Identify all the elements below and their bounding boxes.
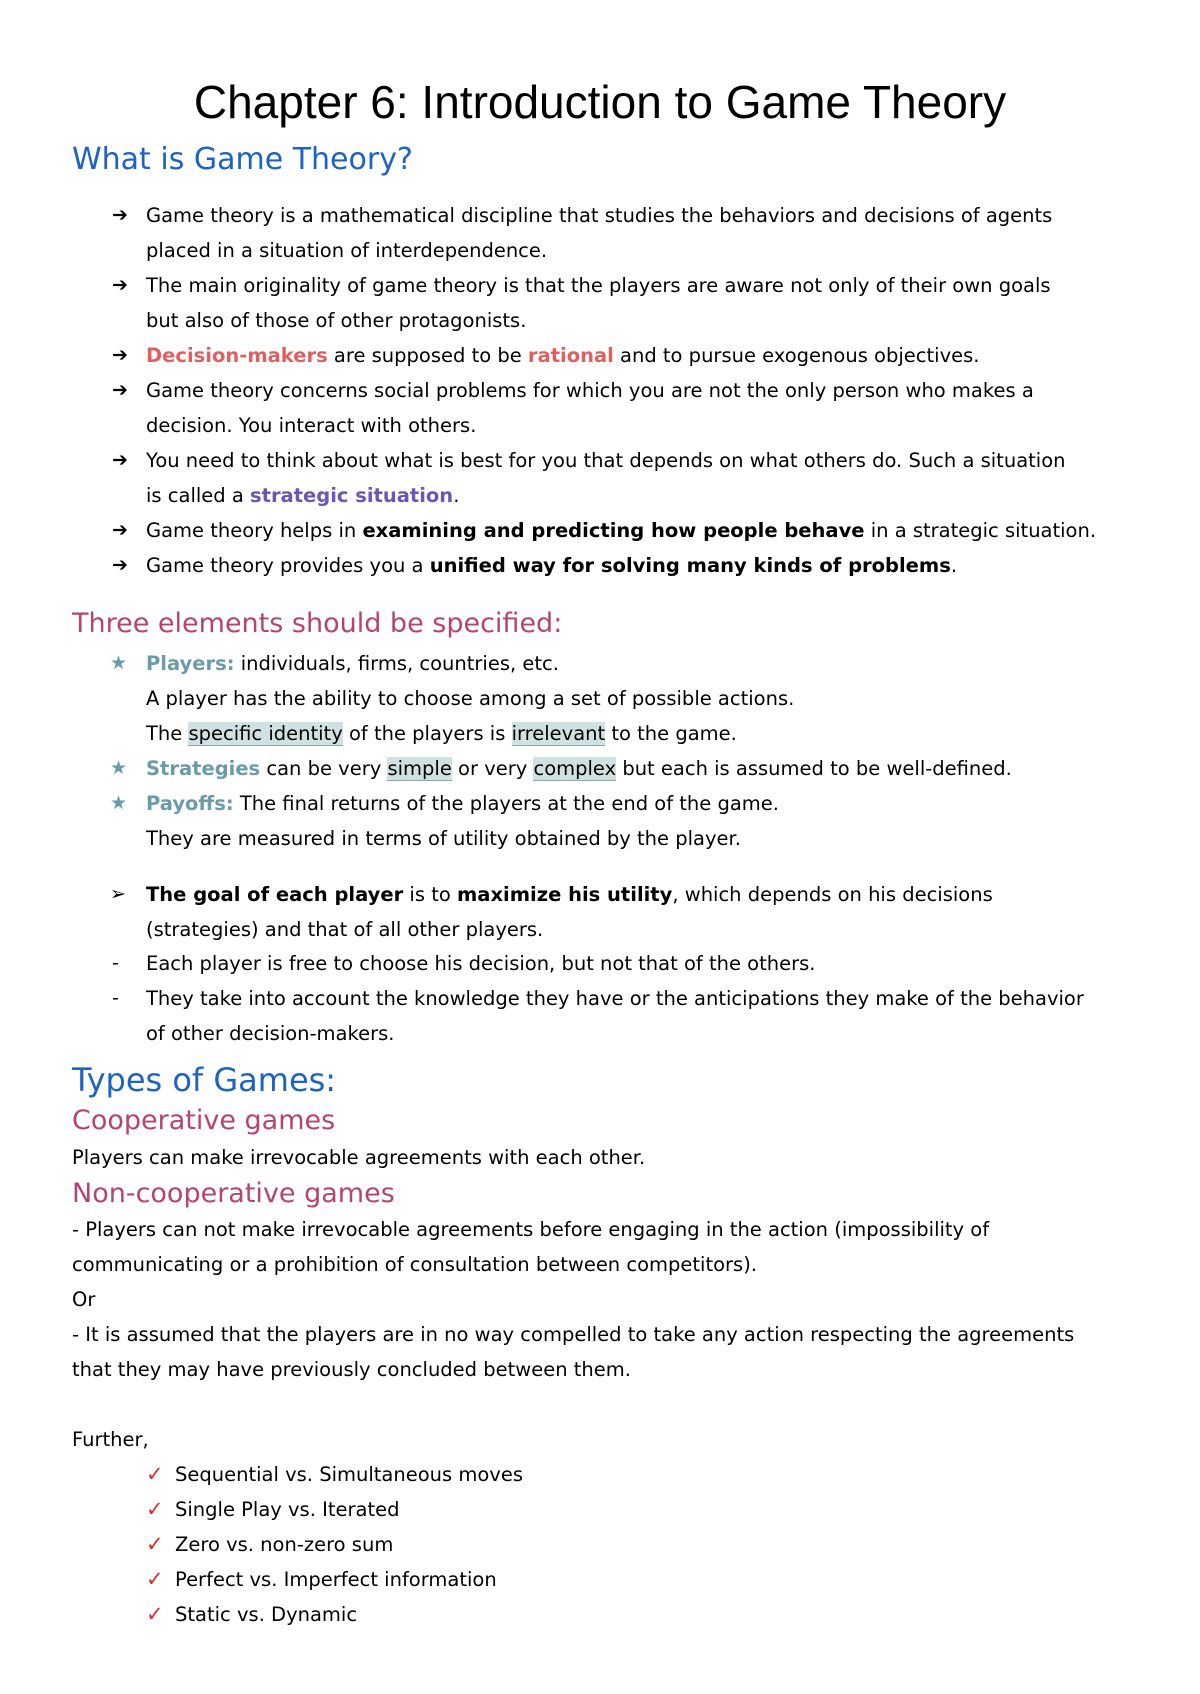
further-label: Further, <box>72 1428 149 1451</box>
strategies-line <box>146 751 1012 786</box>
arrow-bullet-icon: ➔ <box>112 274 128 296</box>
star-bullet-icon: ★ <box>110 792 128 814</box>
arrow-bullet-icon: ➔ <box>112 344 128 366</box>
what-b7 <box>146 548 957 583</box>
players-line3 <box>146 716 737 751</box>
check-item: Single Play vs. Iterated <box>175 1498 400 1521</box>
strategies-text: can be very <box>260 757 388 780</box>
heading-cooperative-games: Cooperative games <box>72 1105 336 1136</box>
highlight-simple: simple <box>387 757 452 780</box>
what-b6 <box>146 513 1096 548</box>
heading-what-is-game-theory: What is Game Theory? <box>72 142 413 177</box>
noncoop-line1: - Players can not make irrevocable agreements before engaging in the action (impossibility of <box>72 1218 990 1241</box>
players-l3-text2: of the players is <box>342 722 512 745</box>
what-b6-text-end: in a strategic situation. <box>864 519 1097 542</box>
what-b2-line2: but also of those of other protagonists. <box>146 309 527 332</box>
goal-text2: , which depends on his decisions <box>672 883 993 906</box>
check-item: Zero vs. non-zero sum <box>175 1533 394 1556</box>
what-b3 <box>146 338 979 373</box>
chevron-bullet-icon: ➢ <box>110 883 126 905</box>
goal-text: is to <box>403 883 457 906</box>
players-text: individuals, firms, countries, etc. <box>234 652 559 675</box>
dash1: Each player is free to choose his decision, but not that of the others. <box>146 952 816 975</box>
goal-bold: The goal of each player <box>146 883 404 906</box>
players-line2: A player has the ability to choose among a set of possible actions. <box>146 687 795 710</box>
payoffs-line1 <box>146 786 779 821</box>
check-item: Static vs. Dynamic <box>175 1603 358 1626</box>
players-line1 <box>146 646 559 681</box>
payoffs-label: Payoffs: <box>146 792 234 815</box>
what-b3-text: are supposed to be <box>327 344 528 367</box>
payoffs-line2: They are measured in terms of utility obtained by the player. <box>146 827 741 850</box>
what-b5-line1: You need to think about what is best for you that depends on what others do. Such a situation <box>146 449 1066 472</box>
heading-three-elements: Three elements should be specified: <box>72 608 563 639</box>
noncoop-line4: that they may have previously concluded between them. <box>72 1358 631 1381</box>
term-rational: rational <box>527 344 614 367</box>
term-decision-makers: Decision-makers <box>146 344 328 367</box>
what-b4-line2: decision. You interact with others. <box>146 414 477 437</box>
goal-line1 <box>146 877 993 912</box>
what-b6-text: Game theory helps in <box>146 519 363 542</box>
strategies-text3: but each is assumed to be well-defined. <box>616 757 1012 780</box>
goal-bold2: maximize his utility <box>456 883 673 906</box>
arrow-bullet-icon: ➔ <box>112 204 128 226</box>
what-b1-line2: placed in a situation of interdependence. <box>146 239 548 262</box>
highlight-complex: complex <box>533 757 617 780</box>
arrow-bullet-icon: ➔ <box>112 554 128 576</box>
players-label: Players: <box>146 652 235 675</box>
cooperative-text: Players can make irrevocable agreements with each other. <box>72 1146 646 1169</box>
check-icon: ✓ <box>146 1462 164 1486</box>
term-strategic-situation: strategic situation <box>250 484 454 507</box>
arrow-bullet-icon: ➔ <box>112 379 128 401</box>
strategies-label: Strategies <box>146 757 261 780</box>
goal-line2: (strategies) and that of all other players. <box>146 918 544 941</box>
check-item: Perfect vs. Imperfect information <box>175 1568 497 1591</box>
what-b3-text-end: and to pursue exogenous objectives. <box>613 344 980 367</box>
arrow-bullet-icon: ➔ <box>112 519 128 541</box>
what-b5-line2 <box>146 478 459 513</box>
heading-types-of-games: Types of Games: <box>72 1061 337 1099</box>
heading-non-cooperative-games: Non-cooperative games <box>72 1178 395 1209</box>
players-l3-text3: to the game. <box>605 722 737 745</box>
payoffs-text: The final returns of the players at the end of the game. <box>233 792 779 815</box>
noncoop-or: Or <box>72 1288 96 1311</box>
star-bullet-icon: ★ <box>110 652 128 674</box>
noncoop-line3: - It is assumed that the players are in no way compelled to take any action respecting the agreements <box>72 1323 1075 1346</box>
what-b1-line1: Game theory is a mathematical discipline that studies the behaviors and decisions of agents <box>146 204 1053 227</box>
what-b2-line1: The main originality of game theory is that the players are aware not only of their own goals <box>146 274 1051 297</box>
dash-bullet: - <box>112 987 119 1009</box>
what-b5-period: . <box>453 484 460 507</box>
dash2-line1: They take into account the knowledge they have or the anticipations they make of the behavior <box>146 987 1084 1010</box>
star-bullet-icon: ★ <box>110 757 128 779</box>
what-b7-text: Game theory provides you a <box>146 554 430 577</box>
page-title: Chapter 6: Introduction to Game Theory <box>193 76 1007 128</box>
check-icon: ✓ <box>146 1567 164 1591</box>
highlight-specific-identity: specific identity <box>188 722 343 745</box>
check-item: Sequential vs. Simultaneous moves <box>175 1463 523 1486</box>
what-b7-period: . <box>950 554 958 577</box>
what-b7-bold: unified way for solving many kinds of problems <box>429 554 951 577</box>
check-icon: ✓ <box>146 1532 164 1556</box>
strategies-text2: or very <box>451 757 534 780</box>
check-icon: ✓ <box>146 1602 164 1626</box>
what-b5-text: is called a <box>146 484 251 507</box>
arrow-bullet-icon: ➔ <box>112 449 128 471</box>
players-l3-text: The <box>146 722 189 745</box>
check-icon: ✓ <box>146 1497 164 1521</box>
what-b6-bold: examining and predicting how people behave <box>362 519 865 542</box>
what-b4-line1: Game theory concerns social problems for which you are not the only person who makes a <box>146 379 1034 402</box>
noncoop-line2: communicating or a prohibition of consultation between competitors). <box>72 1253 758 1276</box>
dash2-line2: of other decision-makers. <box>146 1022 395 1045</box>
dash-bullet: - <box>112 952 119 974</box>
highlight-irrelevant: irrelevant <box>511 722 606 745</box>
